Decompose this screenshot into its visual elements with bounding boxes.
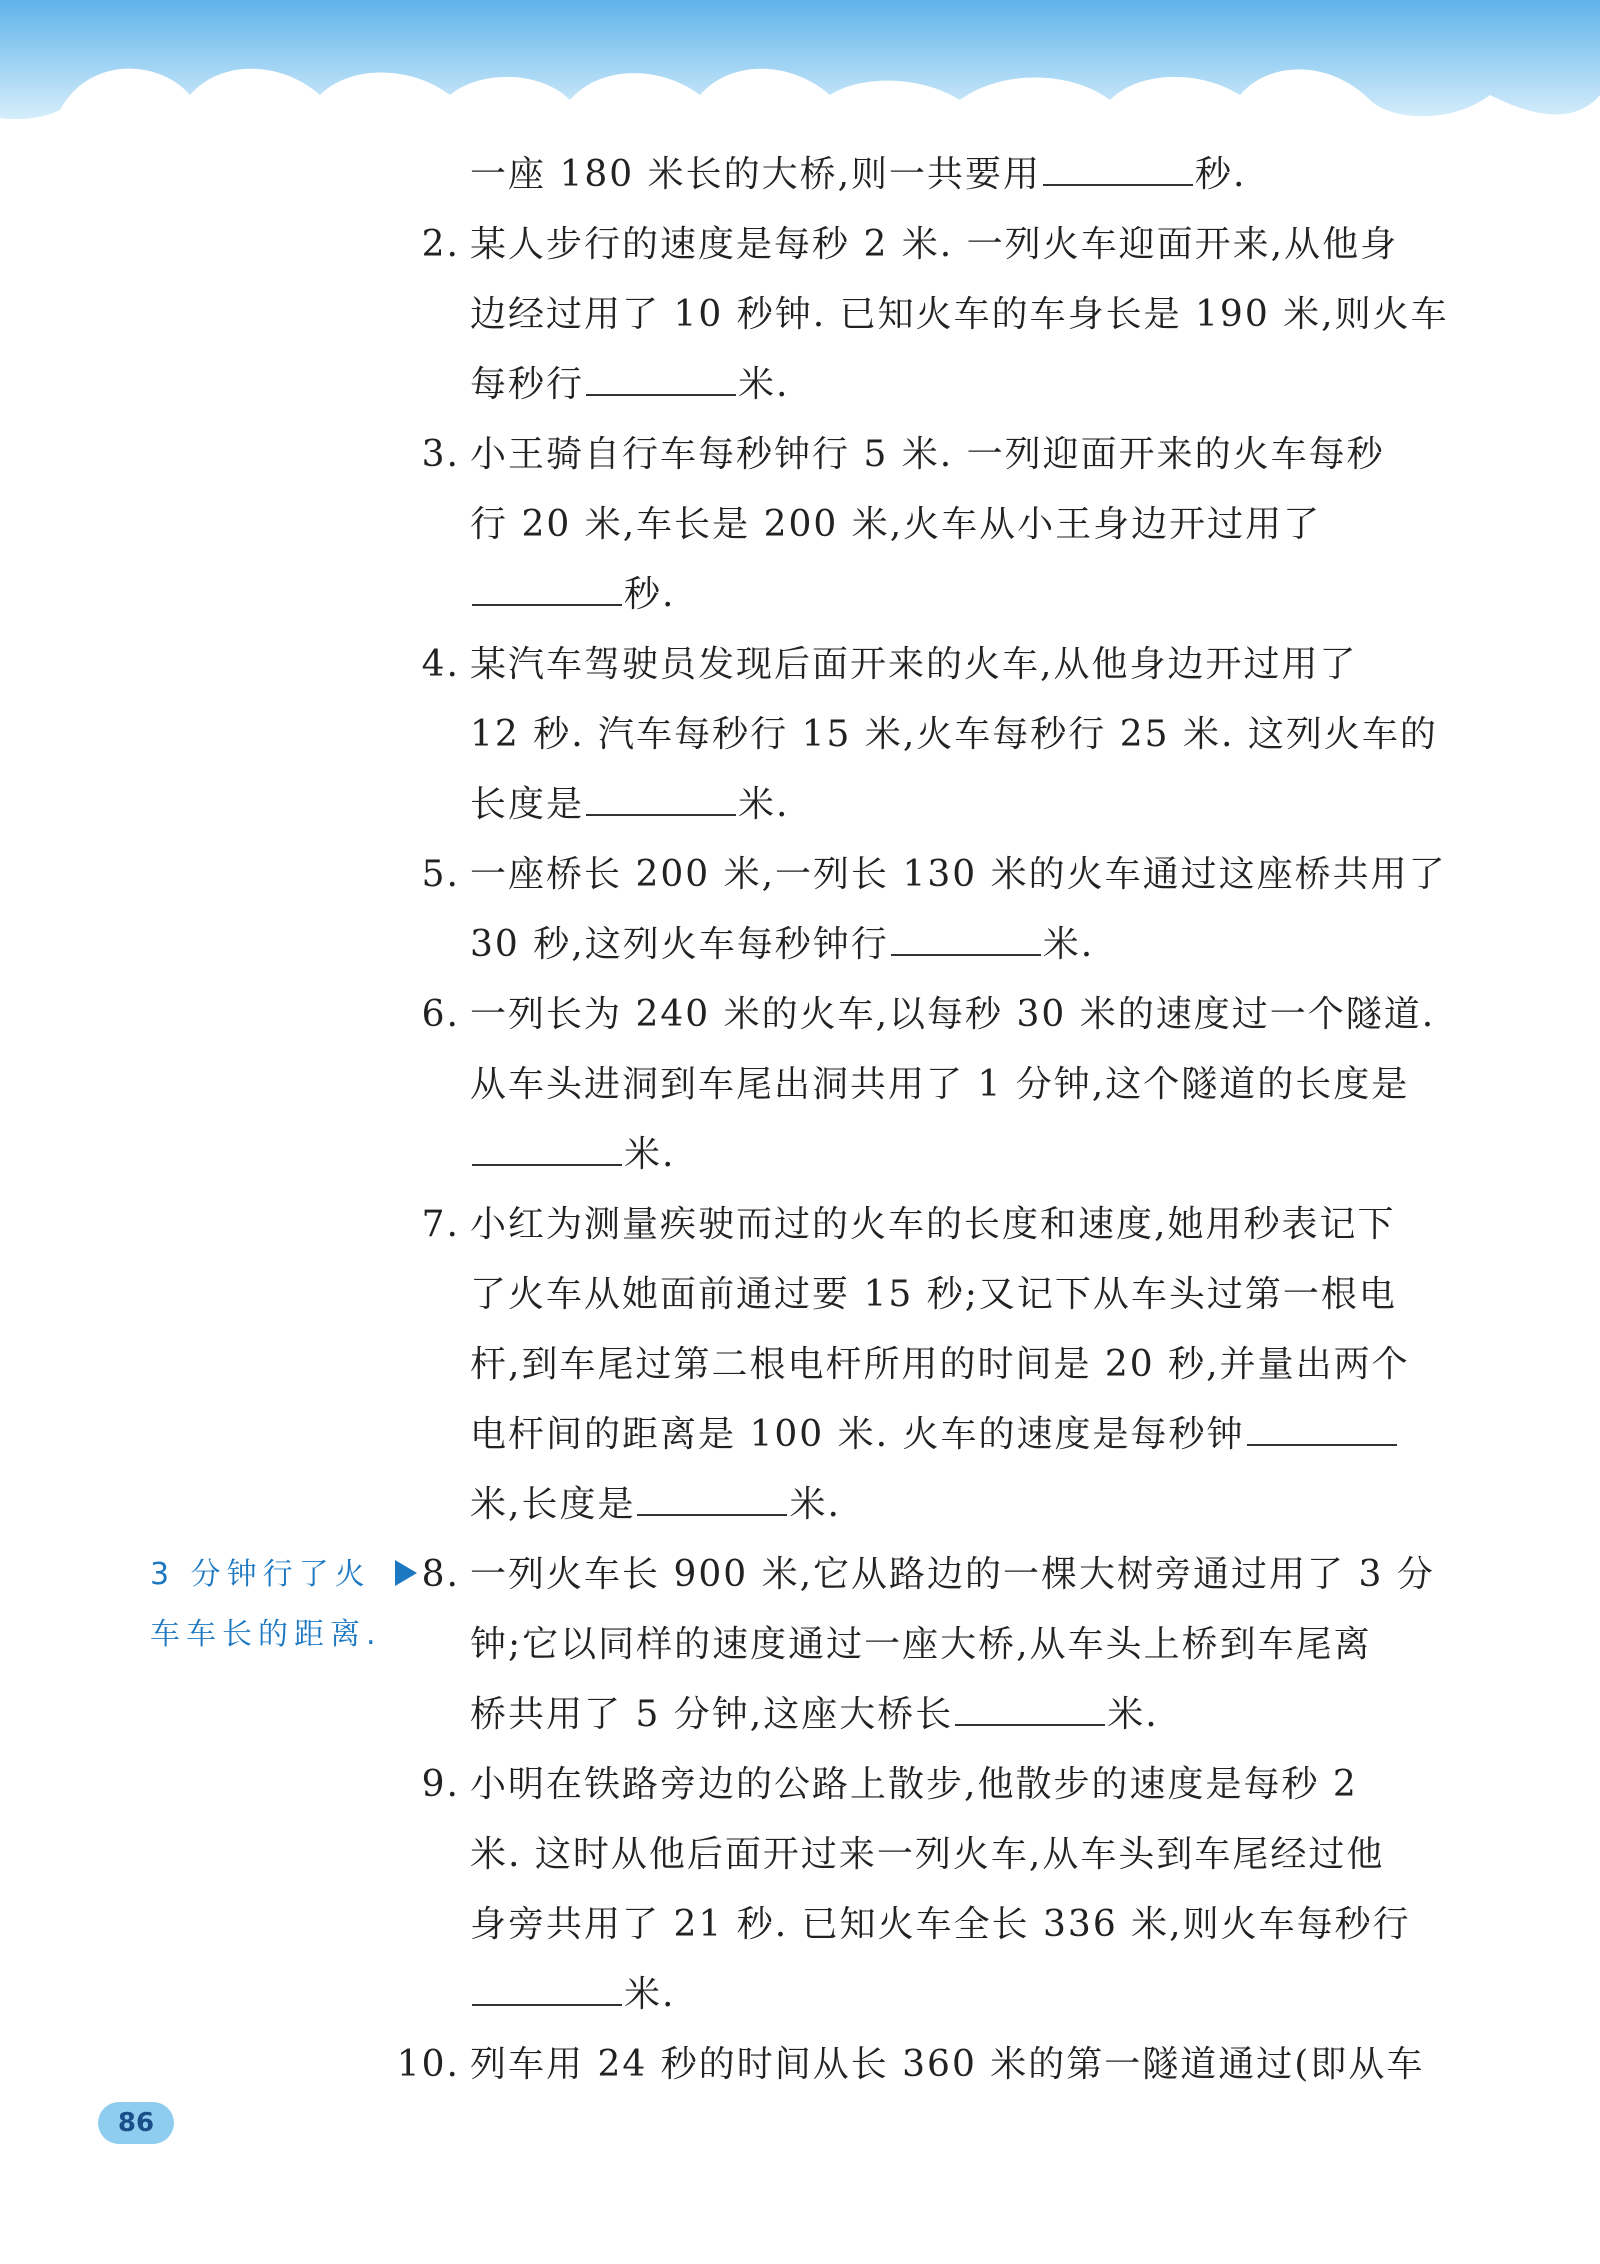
- question-number: 7.: [421, 1204, 460, 1245]
- question-text: 米.: [738, 364, 790, 405]
- question-text: 钟;它以同样的速度通过一座大桥,从车头上桥到车尾离: [470, 1624, 1372, 1665]
- question-line: [470, 1750, 1510, 1820]
- question-number: 6.: [421, 994, 460, 1035]
- question-text: 长度是: [470, 784, 585, 825]
- question-text: 小红为测量疾驶而过的火车的长度和速度,她用秒表记下: [470, 1204, 1396, 1245]
- question-text: 桥共用了 5 分钟,这座大桥长: [470, 1694, 954, 1735]
- question-text: 一座桥长 200 米,一列长 130 米的火车通过这座桥共用了: [470, 854, 1447, 895]
- question-text: 秒.: [1195, 154, 1247, 195]
- question-text: 30 秒,这列火车每秒钟行: [470, 924, 889, 965]
- side-note-line: 3 分钟行了火: [150, 1557, 371, 1592]
- question-text: 电杆间的距离是 100 米. 火车的速度是每秒钟: [470, 1414, 1245, 1455]
- question-line: [470, 280, 1510, 350]
- question-item: [421, 1190, 1510, 1540]
- pointer-arrow-icon: [395, 1560, 417, 1586]
- question-line: [470, 1330, 1510, 1400]
- question-text: 了火车从她面前通过要 15 秒;又记下从车头过第一根电: [470, 1274, 1397, 1315]
- answer-blank[interactable]: [1247, 1412, 1397, 1446]
- page-number-badge: 86: [98, 2102, 174, 2144]
- question-text: 每秒行: [470, 364, 585, 405]
- answer-blank[interactable]: [586, 782, 736, 816]
- question-text: 秒.: [624, 574, 676, 615]
- question-text: 列车用 24 秒的时间从长 360 米的第一隧道通过(即从车: [470, 2044, 1425, 2085]
- question-line: [470, 630, 1510, 700]
- question-text: 一列火车长 900 米,它从路边的一棵大树旁通过用了 3 分: [470, 1554, 1435, 1595]
- question-number: 8.: [421, 1554, 460, 1595]
- question-item: [421, 980, 1510, 1190]
- answer-blank[interactable]: [637, 1482, 787, 1516]
- question-text: 米,长度是: [470, 1484, 636, 1525]
- side-note-line: 车车长的距离.: [150, 1617, 382, 1652]
- question-number: 2.: [421, 224, 460, 265]
- question-line: [470, 1190, 1510, 1260]
- question-text: 米.: [624, 1974, 676, 2015]
- question-line: [470, 210, 1510, 280]
- question-line: [470, 1260, 1510, 1330]
- answer-blank[interactable]: [891, 922, 1041, 956]
- question-line: [470, 350, 1510, 420]
- question-text: 米. 这时从他后面开过来一列火车,从车头到车尾经过他: [470, 1834, 1385, 1875]
- answer-blank[interactable]: [472, 572, 622, 606]
- question-text: 米.: [1107, 1694, 1159, 1735]
- question-item: [421, 840, 1510, 980]
- question-line: [470, 840, 1510, 910]
- question-item: [421, 1540, 1510, 1750]
- question-line: [470, 1680, 1510, 1750]
- question-line: [470, 910, 1510, 980]
- question-text: 一列长为 240 米的火车,以每秒 30 米的速度过一个隧道.: [470, 994, 1436, 1035]
- question-line: [470, 980, 1510, 1050]
- question-item: [396, 2030, 1510, 2100]
- question-text: 边经过用了 10 秒钟. 已知火车的车身长是 190 米,则火车: [470, 294, 1449, 335]
- question-item: [421, 420, 1510, 630]
- question-item: [421, 210, 1510, 420]
- question-line: [470, 700, 1510, 770]
- question-number: 4.: [421, 644, 460, 685]
- question-number: 3.: [421, 434, 460, 475]
- question-text: 某汽车驾驶员发现后面开来的火车,从他身边开过用了: [470, 644, 1358, 685]
- question-number: 5.: [421, 854, 460, 895]
- answer-blank[interactable]: [955, 1692, 1105, 1726]
- question-text: 小王骑自行车每秒钟行 5 米. 一列迎面开来的火车每秒: [470, 434, 1385, 475]
- question-line: [470, 140, 1510, 210]
- question-line: [470, 1960, 1510, 2030]
- question-text: 米.: [738, 784, 790, 825]
- question-line: [470, 1470, 1510, 1540]
- question-text: 从车头进洞到车尾出洞共用了 1 分钟,这个隧道的长度是: [470, 1064, 1410, 1105]
- question-number: 9.: [421, 1764, 460, 1805]
- question-line: [470, 1400, 1510, 1470]
- question-text: 行 20 米,车长是 200 米,火车从小王身边开过用了: [470, 504, 1322, 545]
- question-text: 身旁共用了 21 秒. 已知火车全长 336 米,则火车每秒行: [470, 1904, 1411, 1945]
- question-line: [470, 1120, 1510, 1190]
- question-line: [470, 1610, 1510, 1680]
- answer-blank[interactable]: [1043, 152, 1193, 186]
- question-line: [470, 560, 1510, 630]
- question-text: 米.: [624, 1134, 676, 1175]
- question-text: 一座 180 米长的大桥,则一共要用: [470, 154, 1042, 195]
- question-line: [470, 2030, 1510, 2100]
- question-text: 杆,到车尾过第二根电杆所用的时间是 20 秒,并量出两个: [470, 1344, 1410, 1385]
- question-line: [470, 1820, 1510, 1890]
- question-item: [421, 1750, 1510, 2030]
- question-line: [470, 420, 1510, 490]
- question-line: [470, 1890, 1510, 1960]
- question-line: [470, 490, 1510, 560]
- question-text: 米.: [789, 1484, 841, 1525]
- question-number: 10.: [396, 2044, 460, 2085]
- answer-blank[interactable]: [472, 1972, 622, 2006]
- question-list: [396, 140, 1510, 2100]
- question-text: 小明在铁路旁边的公路上散步,他散步的速度是每秒 2: [470, 1764, 1358, 1805]
- answer-blank[interactable]: [586, 362, 736, 396]
- question-text: 某人步行的速度是每秒 2 米. 一列火车迎面开来,从他身: [470, 224, 1399, 265]
- question-line: [470, 1050, 1510, 1120]
- question-text: 米.: [1042, 924, 1095, 965]
- question-item: [470, 140, 1510, 210]
- question-line: [470, 1540, 1510, 1610]
- question-line: [470, 770, 1510, 840]
- question-text: 12 秒. 汽车每秒行 15 米,火车每秒行 25 米. 这列火车的: [470, 714, 1438, 755]
- sky-cloud-header: [0, 0, 1600, 150]
- answer-blank[interactable]: [472, 1132, 622, 1166]
- question-item: [421, 630, 1510, 840]
